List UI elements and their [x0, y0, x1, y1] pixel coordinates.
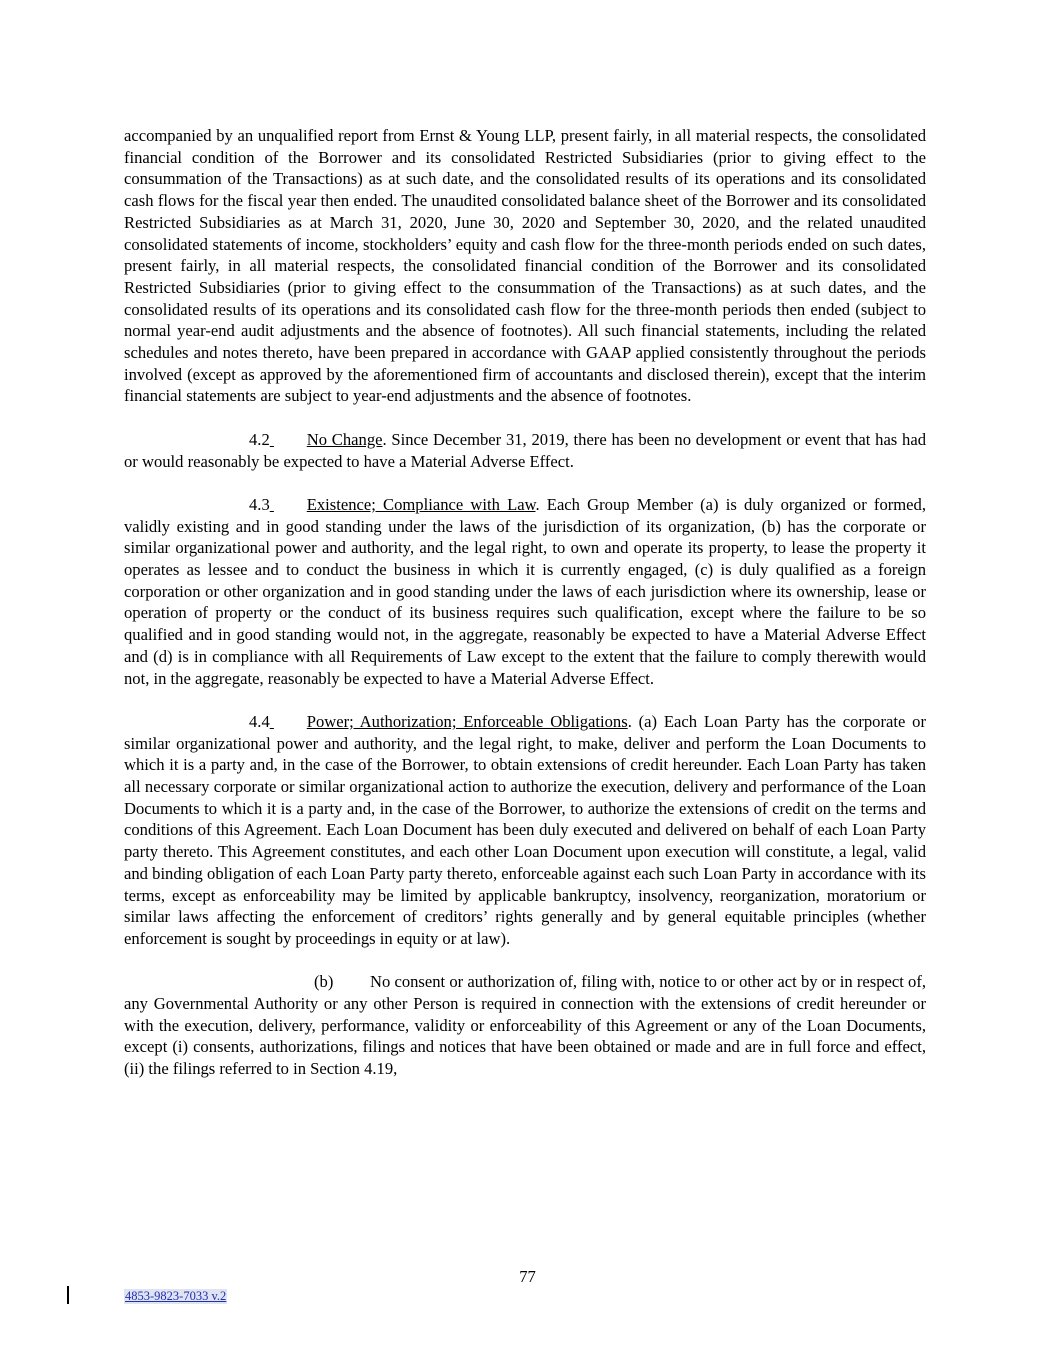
document-id-link[interactable]: 4853-9823-7033 v.2 [125, 1289, 227, 1303]
section-heading: No Change [306, 429, 383, 449]
section-gap [270, 429, 307, 451]
section-gap [270, 711, 307, 733]
section-4-2 [124, 429, 926, 472]
section-text: . Since December 31, 2019, there has been no development or event that has had or would reasonably be expected to have a Material Adverse Effect. [124, 429, 926, 471]
section-number: 4.4 [249, 711, 270, 731]
section-heading: Power; Authorization; Enforceable Obligations [306, 711, 628, 731]
section-4-3 [124, 494, 926, 689]
subsection-b [124, 971, 926, 1080]
section-4-4 [124, 711, 926, 950]
section-number: 4.3 [249, 494, 270, 514]
section-gap [270, 494, 307, 516]
subsection-text: No consent or authorization of, filing with, notice to or other act by or in respect of, any Governmental Authority or any other Person is required in connection with the extensions of credit hereunder or with the execution, delivery, performance, validity or enforceability of this Agreement or any of the Loan Documents, except (i) consents, authorizations, filings and notices that have been obtained or made and are in full force and effect, (ii) the filings referred to in Section 4.19, [124, 972, 926, 1079]
section-text: . (a) Each Loan Party has the corporate or similar organizational power and authority, and the legal right, to make, deliver and perform the Loan Documents to which it is a party and, in the case of the Borrower, to obtain extensions of credit hereunder. Each Loan Party has taken all necessary corporate or similar organizational action to authorize the execution, delivery and performance of the Loan Documents to which it is a party and, in the case of the Borrower, to authorize the extensions of credit on the terms and conditions of this Agreement. Each Loan Document has been duly executed and delivered on behalf of each Loan Party party thereto. This Agreement constitutes, and each other Loan Document upon execution will constitute, a legal, valid and binding obligation of each Loan Party party thereto, enforceable against each such Loan Party in accordance with its terms, except as enforceability may be limited by applicable bankruptcy, insolvency, reorganization, moratorium or similar laws affecting the enforcement of creditors’ rights generally and by general equitable principles (whether enforcement is sought by proceedings in equity or at law). [124, 711, 926, 948]
intro-paragraph: accompanied by an unqualified report from Ernst & Young LLP, present fairly, in all material respects, the consolidated financial condition of the Borrower and its consolidated Restricted Subsidiaries (prior to giving effect to the consummation of the Transactions) as at such date, and the consolidated results of its operations and its consolidated cash flows for the fiscal year then ended. The unaudited consolidated balance sheet of the Borrower and its consolidated Restricted Subsidiaries as at March 31, 2020, June 30, 2020 and September 30, 2020, and the related unaudited consolidated statements of income, stockholders’ equity and cash flow for the three-month periods ended on such dates, present fairly, in all material respects, the consolidated financial condition of the Borrower and its consolidated Restricted Subsidiaries (prior to giving effect to the consummation of the Transactions) as at such dates, and the consolidated results of its operations and its consolidated cash flow for the three-month periods then ended (subject to normal year-end audit adjustments and the absence of footnotes). All such financial statements, including the related schedules and notes thereto, have been prepared in accordance with GAAP applied consistently throughout the periods involved (except as approved by the aforementioned firm of accountants and disclosed therein), except that the interim financial statements are subject to year-end adjustments and the absence of footnotes. [124, 126, 926, 406]
section-text: . Each Group Member (a) is duly organized or formed, validly existing and in good standing under the laws of the jurisdiction of its organization, (b) has the corporate or similar organizational power and authority, and the legal right, to own and operate its property, to lease the property it operates as lessee and to conduct the business in which it is currently engaged, (c) is duly qualified as a foreign corporation or other organization and in good standing under the laws of each jurisdiction where its ownership, lease or operation of property or the conduct of its business requires such qualification, except where the failure to be so qualified and in good standing would not, in the aggregate, reasonably be expected to have a Material Adverse Effect and (d) is in compliance with all Requirements of Law except to the extent that the failure to comply therewith would not, in the aggregate, reasonably be expected to have a Material Adverse Effect. [124, 494, 926, 688]
section-number: 4.2 [249, 429, 270, 449]
revision-bar [67, 1286, 69, 1304]
page-number: 77 [519, 1267, 536, 1286]
subsection-label: (b) [314, 972, 334, 992]
document-body [124, 125, 926, 1080]
section-heading: Existence; Compliance with Law [306, 494, 536, 514]
